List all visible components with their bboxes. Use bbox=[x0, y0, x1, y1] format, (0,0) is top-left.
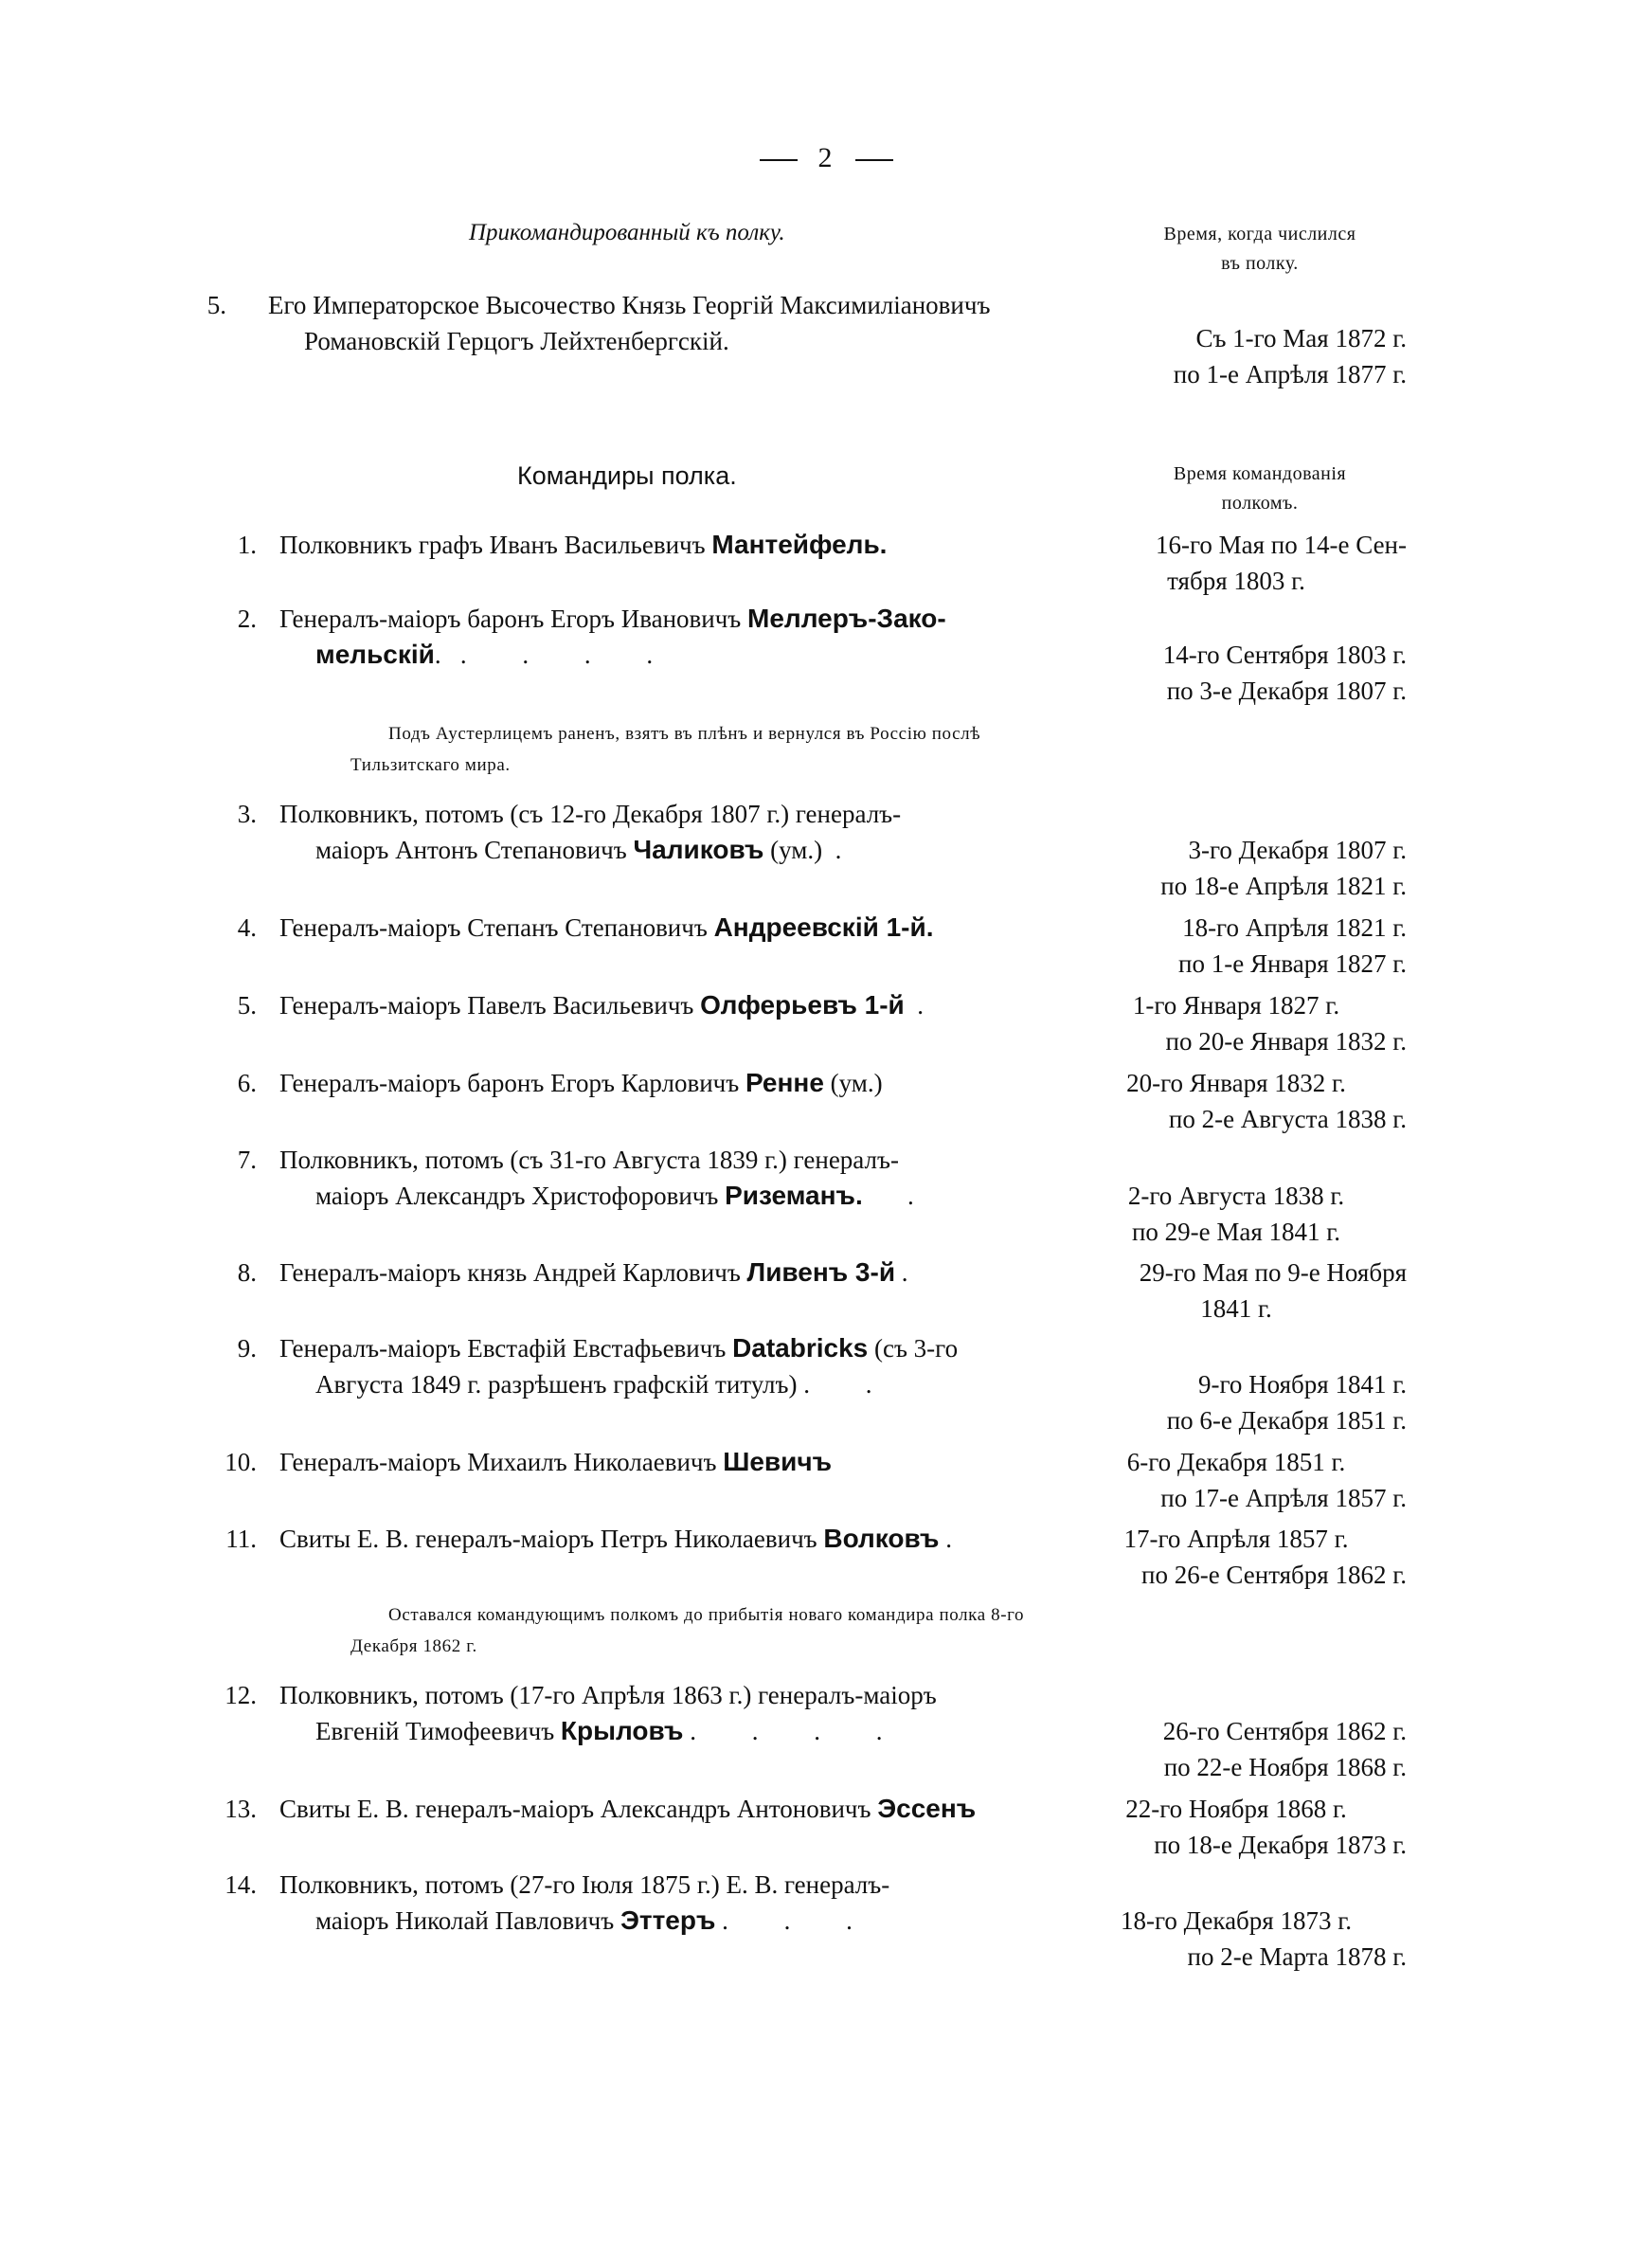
leader-dots: . bbox=[907, 1182, 939, 1210]
surname: Крыловъ bbox=[560, 1716, 684, 1745]
surname: Эссенъ bbox=[877, 1794, 977, 1823]
column-heading-line: въ полку. bbox=[1221, 253, 1299, 274]
leader-dots: . bbox=[945, 1525, 977, 1553]
period-line: 2-го Августа 1838 г. bbox=[1127, 1182, 1345, 1210]
period-line: 20-го Января 1832 г. bbox=[1126, 1069, 1346, 1097]
entry-text: Полковникъ графъ Иванъ Васильевичъ Мантейфель. bbox=[279, 530, 888, 559]
period-line: Съ 1-го Мая 1872 г. bbox=[1195, 324, 1407, 352]
period-line: по 6-е Декабря 1851 г. bbox=[1166, 1406, 1407, 1435]
surname: Меллеръ-Зако- bbox=[747, 604, 946, 633]
entry-line: Его Императорское Высочество Князь Георгій Максимиліановичъ bbox=[268, 291, 991, 319]
entry-text: Полковникъ, потомъ (27-го Іюля 1875 г.) Е. В. генералъ- маіоръ Николай Павловичъ Эттеръ . . . bbox=[279, 1870, 890, 1935]
leader-dots: . bbox=[917, 991, 949, 1020]
period-line: по 3-е Декабря 1807 г. bbox=[1166, 677, 1407, 705]
period-line: 3-го Декабря 1807 г. bbox=[1188, 836, 1407, 864]
entry-text: Полковникъ, потомъ (съ 31-го Августа 1839 г.) генералъ- маіоръ Александръ Христофоровичъ Риземанъ. . bbox=[279, 1146, 939, 1210]
entry-text: Генералъ-маіоръ Степанъ Степановичъ Андреевскій 1-й. bbox=[279, 912, 934, 942]
surname: Ливенъ 3-й bbox=[746, 1257, 896, 1287]
entry-number: 14. bbox=[224, 1870, 257, 1899]
surname: Мантейфель. bbox=[711, 530, 888, 559]
period-line: по 22-е Ноября 1868 г. bbox=[1163, 1753, 1407, 1781]
surname: Эттеръ bbox=[620, 1905, 716, 1935]
commanders-heading: Командиры полка. bbox=[517, 461, 737, 490]
period-line: 29-го Мая по 9-е Ноября bbox=[1139, 1258, 1407, 1287]
entry-number: 7. bbox=[237, 1146, 257, 1174]
entry-text: Генералъ-маіоръ Евстафій Евстафьевичъ Databricks (съ 3-го Августа 1849 г. разрѣшенъ графскій титулъ) . . bbox=[279, 1333, 959, 1399]
period-line: по 2-е Марта 1878 г. bbox=[1187, 1942, 1407, 1971]
surname: Олферьевъ 1-й bbox=[700, 990, 905, 1020]
commander-note: Подъ Аустерлицемъ раненъ, взятъ въ плѣнъ и вернулся въ Россію послѣ Тильзитскаго мира. bbox=[350, 724, 981, 775]
period-line: 26-го Сентября 1862 г. bbox=[1162, 1717, 1407, 1745]
period-line: 14-го Сентября 1803 г. bbox=[1162, 641, 1407, 669]
entry-number: 5. bbox=[237, 991, 257, 1020]
entry-period bbox=[1066, 832, 1407, 904]
entry-line: Романовскій Герцогъ Лейхтенбергскій. bbox=[304, 327, 729, 355]
entry-number: 11. bbox=[225, 1525, 257, 1553]
entry-period bbox=[1066, 637, 1407, 709]
leader-dots: . bbox=[835, 836, 867, 864]
entry-period bbox=[1066, 527, 1407, 599]
leader-dots: . . . . bbox=[459, 641, 678, 669]
entry-period bbox=[1066, 1444, 1407, 1516]
entry-period bbox=[1066, 987, 1407, 1059]
surname: Андреевскій 1-й. bbox=[713, 912, 934, 942]
entry-number: 9. bbox=[237, 1334, 257, 1363]
surname: Ренне bbox=[745, 1068, 824, 1097]
period-line: тября 1803 г. bbox=[1167, 567, 1305, 595]
attached-heading: Прикомандированный къ полку. bbox=[469, 220, 785, 245]
period-line: по 18-е Декабря 1873 г. bbox=[1154, 1831, 1407, 1859]
entry-number: 3. bbox=[237, 800, 257, 828]
column-heading-line: Время, когда числился bbox=[1163, 224, 1356, 244]
period-line: по 1-е Января 1827 г. bbox=[1178, 949, 1407, 978]
entry-period bbox=[1066, 910, 1407, 982]
period-line: по 17-е Апрѣля 1857 г. bbox=[1160, 1484, 1407, 1512]
leader-dots: . . . . bbox=[690, 1717, 907, 1745]
entry-period bbox=[1066, 1903, 1407, 1975]
period-line: по 26-е Сентября 1862 г. bbox=[1141, 1561, 1407, 1589]
entry-text: Генералъ-маіоръ Михаилъ Николаевичъ Шевичъ bbox=[279, 1447, 833, 1476]
leader-dots: . bbox=[901, 1258, 933, 1287]
entry-period bbox=[1066, 1521, 1407, 1593]
surname: Чаликовъ bbox=[633, 835, 764, 864]
entry-period bbox=[1066, 1791, 1407, 1863]
leader-dots: . . . bbox=[722, 1906, 877, 1935]
entry-text: Полковникъ, потомъ (съ 12-го Декабря 1807 г.) генералъ- маіоръ Антонъ Степановичъ Чаликовъ (ум.) . bbox=[279, 800, 902, 864]
entry-text: Свиты Е. В. генералъ-маіоръ Петръ Николаевичъ Волковъ . bbox=[279, 1524, 977, 1553]
entry-period bbox=[1066, 1065, 1407, 1137]
entry-number: 4. bbox=[237, 913, 257, 942]
period-line: 6-го Декабря 1851 г. bbox=[1126, 1448, 1346, 1476]
entry-number: 2. bbox=[237, 605, 257, 633]
surname: мельскій bbox=[315, 640, 435, 669]
entry-text: Полковникъ, потомъ (17-го Апрѣля 1863 г.) генералъ-маіоръ Евгеній Тимофеевичъ Крыловъ . . . . bbox=[279, 1681, 937, 1745]
period-line: 22-го Ноября 1868 г. bbox=[1125, 1795, 1347, 1823]
entry-number: 1. bbox=[237, 531, 257, 559]
entry-text: Генералъ-маіоръ баронъ Егоръ Карловичъ Ренне (ум.) bbox=[279, 1068, 883, 1097]
entry-text: Генералъ-маіоръ баронъ Егоръ Ивановичъ Меллеръ-Зако- мельскій. . . . . bbox=[279, 604, 946, 669]
surname: Шевичъ bbox=[723, 1447, 833, 1476]
page-number: 2 bbox=[0, 142, 1652, 174]
surname: Databricks bbox=[732, 1333, 869, 1363]
period-line: по 20-е Января 1832 г. bbox=[1165, 1027, 1407, 1056]
period-line: по 2-е Августа 1838 г. bbox=[1168, 1105, 1407, 1133]
period-line: по 18-е Апрѣля 1821 г. bbox=[1160, 872, 1407, 900]
commanders-column-heading bbox=[1108, 460, 1411, 518]
entry-number: 8. bbox=[237, 1258, 257, 1287]
entry-period bbox=[1066, 1366, 1407, 1438]
commander-note: Оставался командующимъ полкомъ до прибытія новаго командира полка 8-го Декабря 1862 г. bbox=[350, 1605, 1025, 1656]
period-line: 18-го Декабря 1873 г. bbox=[1120, 1906, 1352, 1935]
entry-number: 6. bbox=[237, 1069, 257, 1097]
entry-period bbox=[1066, 1255, 1407, 1327]
period-line: по 29-е Мая 1841 г. bbox=[1131, 1218, 1341, 1246]
period-line: 9-го Ноября 1841 г. bbox=[1198, 1370, 1407, 1399]
entry-text: Генералъ-маіоръ князь Андрей Карловичъ Ливенъ 3-й . bbox=[279, 1257, 933, 1287]
leader-dots: . . bbox=[803, 1370, 897, 1399]
entry-number: 5. bbox=[206, 291, 226, 319]
entry-period bbox=[1066, 320, 1407, 392]
entry-number: 13. bbox=[224, 1795, 257, 1823]
entry-text: Генералъ-маіоръ Павелъ Васильевичъ Олферьевъ 1-й . bbox=[279, 990, 949, 1020]
attached-column-heading bbox=[1108, 220, 1411, 279]
entry-period bbox=[1066, 1713, 1407, 1785]
period-line: по 1-е Апрѣля 1877 г. bbox=[1173, 360, 1407, 388]
period-line: 18-го Апрѣля 1821 г. bbox=[1182, 913, 1407, 942]
surname: Волковъ bbox=[823, 1524, 940, 1553]
period-line: 1-го Января 1827 г. bbox=[1132, 991, 1340, 1020]
entry-number: 12. bbox=[224, 1681, 257, 1709]
entry-text: Свиты Е. В. генералъ-маіоръ Александръ Антоновичъ Эссенъ bbox=[279, 1794, 977, 1823]
surname: Риземанъ. bbox=[725, 1181, 863, 1210]
period-line: 16-го Мая по 14-е Сен- bbox=[1156, 531, 1407, 559]
entry-number: 10. bbox=[224, 1448, 257, 1476]
period-line: 1841 г. bbox=[1200, 1294, 1272, 1323]
entry-text bbox=[268, 287, 1083, 359]
column-heading-line: Время командованія bbox=[1173, 463, 1347, 484]
period-line: 17-го Апрѣля 1857 г. bbox=[1123, 1525, 1349, 1553]
entry-period bbox=[1066, 1178, 1407, 1250]
column-heading-line: полкомъ. bbox=[1221, 493, 1299, 514]
